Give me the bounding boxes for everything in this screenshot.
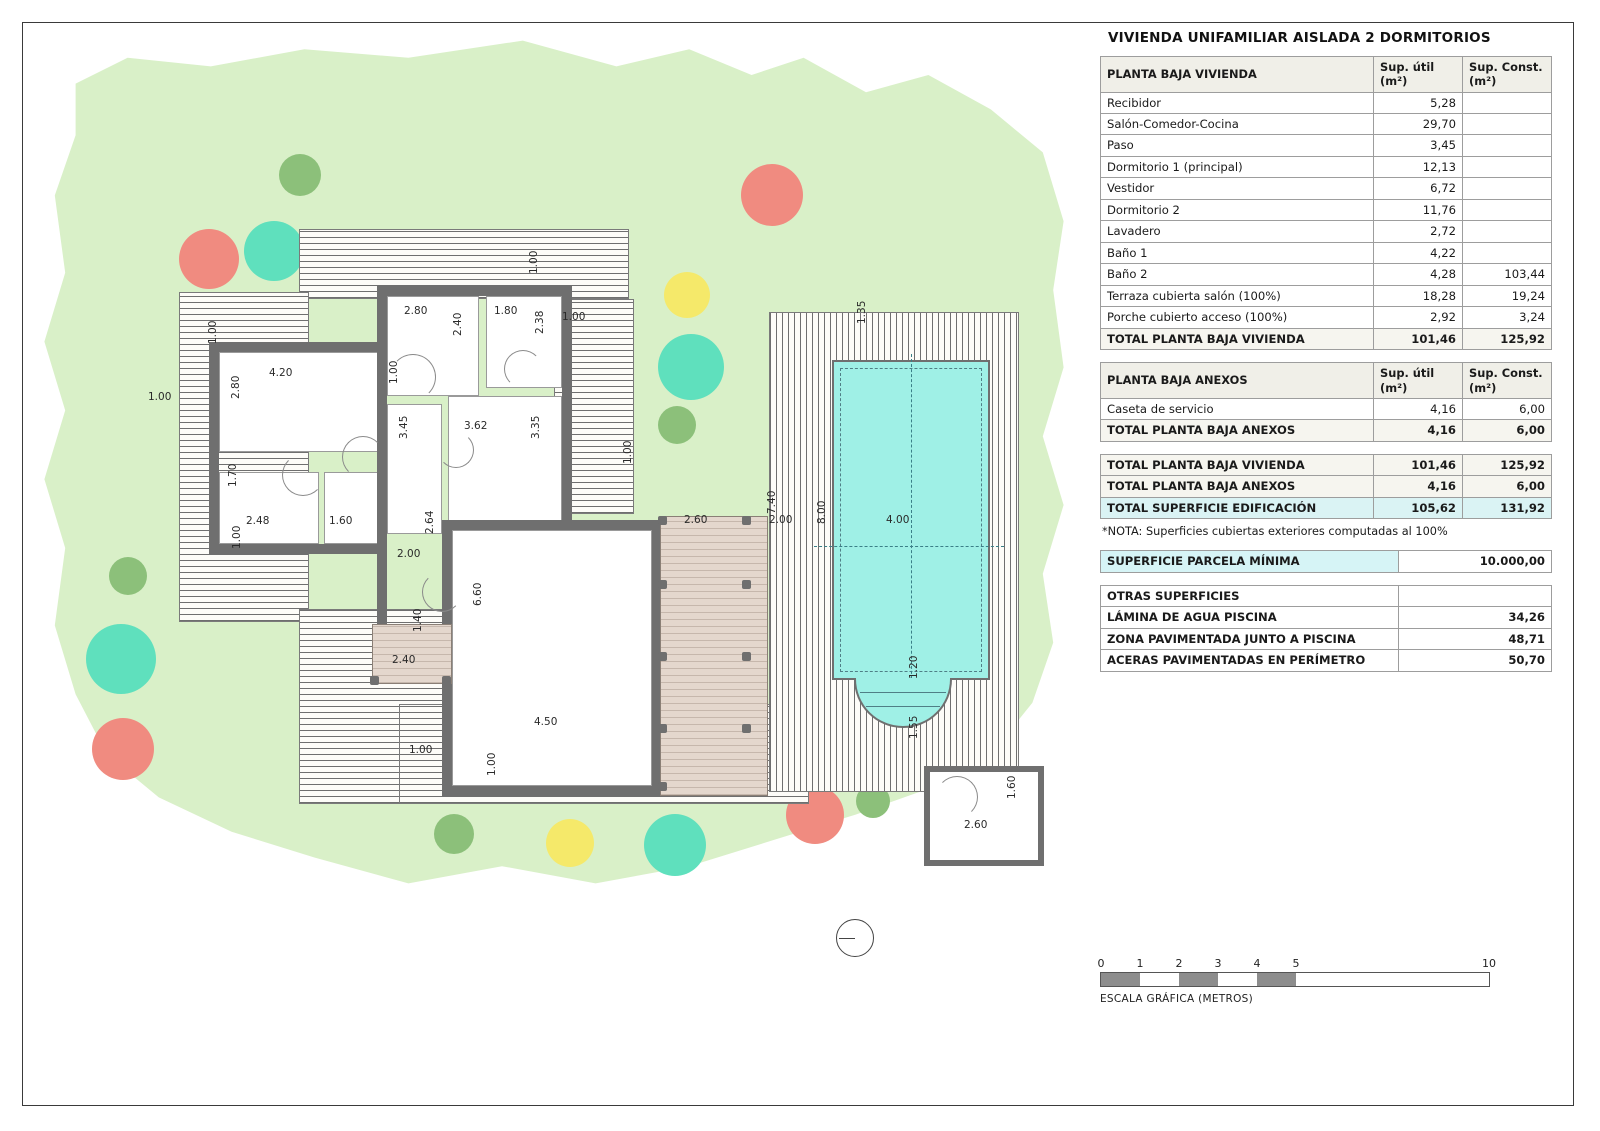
terraza-cubierta-salon <box>660 516 768 796</box>
pillar-6 <box>658 782 667 791</box>
dim-29: 2.00 <box>769 514 793 526</box>
dim-16: 2.48 <box>246 515 270 527</box>
wall-central-top <box>377 286 572 296</box>
wall-upper-left-top <box>209 342 384 352</box>
dim-17: 1.60 <box>329 515 353 527</box>
parcela-value: 10.000,00 <box>1399 551 1552 572</box>
table-row: Recibidor 5,28 <box>1101 92 1552 113</box>
dim-34: 1.20 <box>908 655 920 679</box>
table-parcela <box>1100 550 1552 572</box>
table-anexos <box>1100 362 1552 441</box>
table-row-total: TOTAL SUPERFICIE EDIFICACIÓN 105,62 131,92 <box>1101 497 1552 518</box>
dim-1: 2.80 <box>404 305 428 317</box>
dim-18: 1.00 <box>231 525 243 549</box>
table-row: Salón-Comedor-Cocina 29,70 <box>1101 113 1552 134</box>
graphic-scale <box>1097 957 1500 1005</box>
dim-32: 1.35 <box>856 300 868 324</box>
table-row: ZONA PAVIMENTADA JUNTO A PISCINA 48,71 <box>1101 628 1552 649</box>
caseta-door-arc <box>936 776 978 818</box>
table-row: Vestidor 6,72 <box>1101 178 1552 199</box>
tree-green-4 <box>434 814 474 854</box>
dim-5: 1.00 <box>207 320 219 344</box>
vivienda-header-util: Sup. útil (m²) <box>1374 57 1463 93</box>
scale-tick-2: 2 <box>1175 957 1183 970</box>
scale-tick-5: 5 <box>1292 957 1300 970</box>
dim-2: 1.80 <box>494 305 518 317</box>
dim-3: 1.00 <box>562 311 586 323</box>
pool-step-line-1 <box>860 692 946 693</box>
dim-9: 2.40 <box>452 312 464 336</box>
dim-14: 3.35 <box>530 415 542 439</box>
pillar-2 <box>742 516 751 525</box>
vivienda-header-name: PLANTA BAJA VIVIENDA <box>1101 57 1374 93</box>
site-plan <box>24 24 1084 1104</box>
dim-33: 7.40 <box>766 490 778 514</box>
scale-tick-3: 3 <box>1214 957 1222 970</box>
pillar-5 <box>658 724 667 733</box>
anexos-header-util: Sup. útil (m²) <box>1374 363 1463 399</box>
surface-schedule-panel <box>1100 24 1555 684</box>
dim-12: 3.62 <box>464 420 488 432</box>
dim-19: 2.00 <box>397 548 421 560</box>
dim-6: 4.20 <box>269 367 293 379</box>
tree-red-3 <box>92 718 154 780</box>
table-row: Baño 1 4,22 <box>1101 242 1552 263</box>
table-row: Lavadero 2,72 <box>1101 221 1552 242</box>
room-vestidor <box>324 472 379 544</box>
pillar-4 <box>658 652 667 661</box>
dim-11: 1.00 <box>388 360 400 384</box>
scale-seg-2 <box>1179 973 1218 986</box>
door-arc-4 <box>504 350 542 388</box>
dim-26: 1.00 <box>486 752 498 776</box>
table-row: Terraza cubierta salón (100%) 18,28 19,24 <box>1101 285 1552 306</box>
table-row: Dormitorio 2 11,76 <box>1101 199 1552 220</box>
table-row: ACERAS PAVIMENTADAS EN PERÍMETRO 50,70 <box>1101 650 1552 671</box>
dim-36: 2.60 <box>964 819 988 831</box>
porch-pillar-2 <box>442 676 451 685</box>
door-arc-6 <box>438 432 474 468</box>
surface-note: *NOTA: Superficies cubiertas exteriores computadas al 100% <box>1102 525 1448 539</box>
tree-teal-2 <box>658 334 724 400</box>
table-row: TOTAL PLANTA BAJA ANEXOS 4,16 6,00 <box>1101 476 1552 497</box>
dim-23: 6.60 <box>472 582 484 606</box>
tree-red-1 <box>179 229 239 289</box>
tree-teal-1 <box>244 221 304 281</box>
scale-tick-0: 0 <box>1097 957 1105 970</box>
dim-15: 1.70 <box>227 463 239 487</box>
scale-tick-10: 10 <box>1482 957 1496 970</box>
room-dormitorio-1 <box>448 396 562 536</box>
table-row: TOTAL PLANTA BAJA VIVIENDA 101,46 125,92 <box>1101 454 1552 475</box>
pool-step-line-2 <box>866 706 940 707</box>
dim-10: 2.38 <box>534 310 546 334</box>
dim-24: 4.50 <box>534 716 558 728</box>
dim-4: 1.00 <box>528 250 540 274</box>
scale-label: ESCALA GRÁFICA (METROS) <box>1100 993 1254 1005</box>
dim-28: 2.60 <box>684 514 708 526</box>
door-arc-3 <box>282 454 324 496</box>
tree-yellow-2 <box>546 819 594 867</box>
scale-tick-1: 1 <box>1136 957 1144 970</box>
parcela-label: SUPERFICIE PARCELA MÍNIMA <box>1101 551 1399 572</box>
scale-tick-4: 4 <box>1253 957 1261 970</box>
scale-seg-3 <box>1257 973 1296 986</box>
table-row-total: TOTAL PLANTA BAJA ANEXOS 4,16 6,00 <box>1101 420 1552 441</box>
pool-axis-v <box>911 354 912 689</box>
dim-7: 1.00 <box>148 391 172 403</box>
page-title: VIVIENDA UNIFAMILIAR AISLADA 2 DORMITORIOS <box>1108 30 1491 46</box>
dim-13: 3.45 <box>398 415 410 439</box>
dim-27: 1.00 <box>622 440 634 464</box>
table-row: Caseta de servicio 4,16 6,00 <box>1101 398 1552 419</box>
dim-22: 2.40 <box>392 654 416 666</box>
table-row: Paso 3,45 <box>1101 135 1552 156</box>
dim-21: 1.40 <box>412 608 424 632</box>
door-arc-5 <box>422 572 462 612</box>
pillar-9 <box>742 724 751 733</box>
dim-25: 1.00 <box>409 744 433 756</box>
table-row: Porche cubierto acceso (100%) 2,92 3,24 <box>1101 307 1552 328</box>
dim-8: 2.80 <box>230 375 242 399</box>
table-row: LÁMINA DE AGUA PISCINA 34,26 <box>1101 607 1552 628</box>
porch-pillar-1 <box>370 676 379 685</box>
anexos-header-const: Sup. Const. (m²) <box>1463 363 1552 399</box>
pillar-7 <box>742 580 751 589</box>
table-otras-superficies <box>1100 585 1552 672</box>
wall-salon-top <box>442 520 662 530</box>
tree-teal-4 <box>644 814 706 876</box>
pillar-8 <box>742 652 751 661</box>
scale-bar <box>1097 957 1496 987</box>
pillar-1 <box>658 516 667 525</box>
tree-red-2 <box>741 164 803 226</box>
otras-header: OTRAS SUPERFICIES <box>1101 585 1399 606</box>
dim-31: 8.00 <box>816 500 828 524</box>
room-salon-comedor-cocina <box>452 530 652 786</box>
table-row-total: TOTAL PLANTA BAJA VIVIENDA 101,46 125,92 <box>1101 328 1552 349</box>
north-symbol <box>836 919 874 957</box>
wall-salon-bottom <box>442 786 662 796</box>
table-vivienda <box>1100 56 1552 350</box>
pool-axis-h <box>814 546 1004 547</box>
tree-green-1 <box>279 154 321 196</box>
dim-35: 1.55 <box>908 715 920 739</box>
wall-central-right <box>562 286 572 538</box>
dim-37: 1.60 <box>1006 775 1018 799</box>
tree-green-3 <box>109 557 147 595</box>
tree-green-2 <box>658 406 696 444</box>
table-row: Baño 2 4,28 103,44 <box>1101 264 1552 285</box>
table-resumen <box>1100 454 1552 519</box>
tree-yellow-1 <box>664 272 710 318</box>
pillar-3 <box>658 580 667 589</box>
vivienda-header-const: Sup. Const. (m²) <box>1463 57 1552 93</box>
door-arc-2 <box>342 436 384 478</box>
anexos-header-name: PLANTA BAJA ANEXOS <box>1101 363 1374 399</box>
dim-30: 4.00 <box>886 514 910 526</box>
tree-teal-3 <box>86 624 156 694</box>
wall-upper-left <box>209 342 219 554</box>
scale-seg-1 <box>1101 973 1140 986</box>
table-row: Dormitorio 1 (principal) 12,13 <box>1101 156 1552 177</box>
dim-20: 2.64 <box>424 510 436 534</box>
